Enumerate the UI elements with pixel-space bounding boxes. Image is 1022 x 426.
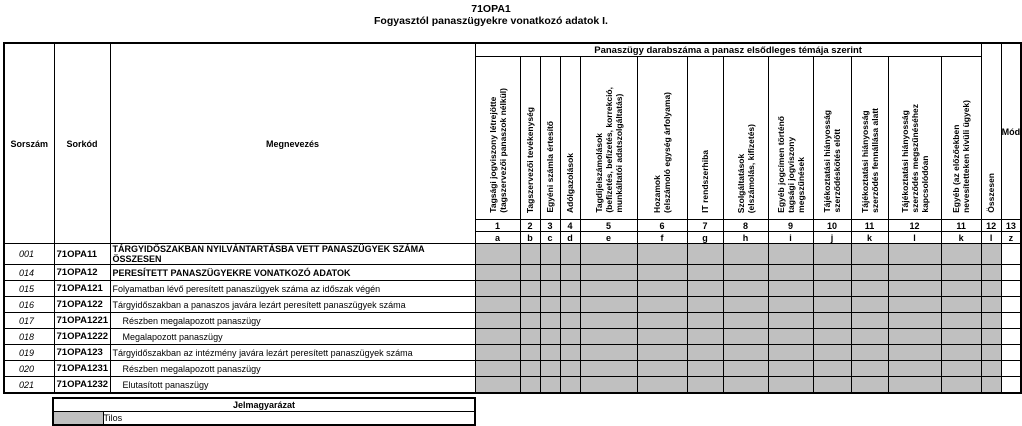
- row-megnevezes: Részben megalapozott panaszügy: [110, 361, 475, 377]
- cell-tilos: [981, 313, 1001, 329]
- header-column: [723, 57, 768, 220]
- cell-tilos: [637, 329, 687, 345]
- cell-tilos: [520, 313, 540, 329]
- cell-tilos: [813, 313, 851, 329]
- cell-tilos: [888, 297, 941, 313]
- data-table: [3, 42, 1022, 394]
- cell-tilos: [560, 297, 580, 313]
- column-letter: c: [540, 232, 560, 244]
- header-column-label: Adólgazolások: [565, 153, 575, 213]
- table-row: [4, 345, 1021, 361]
- row-sorkod: 71OPA122: [54, 297, 110, 313]
- cell-tilos: [851, 361, 888, 377]
- cell-mod: [1001, 297, 1021, 313]
- cell-tilos: [637, 361, 687, 377]
- cell-tilos: [520, 281, 540, 297]
- column-letter: k: [851, 232, 888, 244]
- cell-tilos: [768, 377, 813, 394]
- cell-tilos: [540, 244, 560, 265]
- cell-tilos: [475, 281, 520, 297]
- header-column-label: Tagdíjelszámolások (befizetés, befizetés, korrekció, munkáltatói adatszolgáltatás): [593, 87, 624, 213]
- column-number: 4: [560, 220, 580, 232]
- cell-tilos: [851, 297, 888, 313]
- cell-tilos: [941, 297, 981, 313]
- row-megnevezes: TÁRGYIDŐSZAKBAN NYILVÁNTARTÁSBA VETT PANASZÜGYEK SZÁMA ÖSSZESEN: [110, 244, 475, 265]
- cell-tilos: [888, 265, 941, 281]
- cell-tilos: [687, 281, 723, 297]
- cell-tilos: [813, 377, 851, 394]
- cell-tilos: [637, 313, 687, 329]
- cell-tilos: [723, 329, 768, 345]
- cell-tilos: [981, 265, 1001, 281]
- cell-tilos: [981, 361, 1001, 377]
- cell-tilos: [637, 377, 687, 394]
- table-row: [4, 329, 1021, 345]
- cell-tilos: [723, 361, 768, 377]
- cell-tilos: [580, 297, 637, 313]
- header-column: [941, 57, 981, 220]
- report-code: 71OPA1: [471, 3, 511, 15]
- cell-tilos: [687, 377, 723, 394]
- cell-tilos: [560, 345, 580, 361]
- column-letter: i: [768, 232, 813, 244]
- row-sorkod: 71OPA121: [54, 281, 110, 297]
- row-sorkod: 71OPA123: [54, 345, 110, 361]
- column-letter: l: [888, 232, 941, 244]
- cell-tilos: [888, 281, 941, 297]
- row-sorszam: 015: [4, 281, 54, 297]
- cell-tilos: [981, 297, 1001, 313]
- cell-tilos: [475, 345, 520, 361]
- cell-tilos: [687, 265, 723, 281]
- cell-tilos: [580, 361, 637, 377]
- cell-tilos: [687, 313, 723, 329]
- row-megnevezes: Elutasított panaszügy: [110, 377, 475, 394]
- row-sorkod: 71OPA1222: [54, 329, 110, 345]
- row-sorkod: 71OPA1231: [54, 361, 110, 377]
- row-megnevezes: Tárgyidőszakban az intézmény javára lezárt peresített panaszügyek száma: [110, 345, 475, 361]
- cell-tilos: [540, 313, 560, 329]
- cell-tilos: [560, 313, 580, 329]
- legend-table: [52, 397, 476, 426]
- header-sorkod: Sorkód: [54, 43, 110, 244]
- cell-tilos: [941, 345, 981, 361]
- cell-tilos: [888, 244, 941, 265]
- column-number: 11: [941, 220, 981, 232]
- cell-tilos: [540, 345, 560, 361]
- cell-mod: [1001, 265, 1021, 281]
- cell-tilos: [851, 377, 888, 394]
- table-row: [4, 265, 1021, 281]
- header-column-label: Szolgáltatások (elszámolás, kifizetés): [735, 123, 756, 213]
- header-column-label: Tájékoztatási hiányosság szerződés megszűnéséhez kapcsolódóan: [899, 104, 930, 213]
- column-number: 5: [580, 220, 637, 232]
- cell-tilos: [637, 297, 687, 313]
- cell-tilos: [851, 244, 888, 265]
- header-column-label: Egyéni számla értesítő: [545, 121, 555, 213]
- column-letter: d: [560, 232, 580, 244]
- cell-tilos: [941, 244, 981, 265]
- cell-tilos: [813, 281, 851, 297]
- cell-tilos: [981, 329, 1001, 345]
- header-column: [687, 57, 723, 220]
- header-osszesen-label: Összesen: [986, 173, 997, 213]
- cell-tilos: [768, 361, 813, 377]
- header-column-label: IT rendszerhiba: [700, 150, 710, 213]
- cell-tilos: [520, 377, 540, 394]
- row-sorkod: 71OPA12: [54, 265, 110, 281]
- cell-tilos: [813, 244, 851, 265]
- cell-tilos: [723, 377, 768, 394]
- cell-tilos: [723, 281, 768, 297]
- column-number: 11: [851, 220, 888, 232]
- cell-tilos: [723, 297, 768, 313]
- column-number: 12: [888, 220, 941, 232]
- cell-tilos: [941, 329, 981, 345]
- cell-tilos: [540, 265, 560, 281]
- cell-tilos: [981, 377, 1001, 394]
- cell-tilos: [851, 281, 888, 297]
- cell-tilos: [888, 329, 941, 345]
- cell-tilos: [851, 313, 888, 329]
- report-title: Fogyasztól panaszügyekre vonatkozó adatok I.: [374, 15, 608, 27]
- column-letter: j: [813, 232, 851, 244]
- table-row: [4, 281, 1021, 297]
- header-column-label: Hozamok (elszámoló egység árfolyama): [652, 92, 672, 213]
- cell-tilos: [475, 297, 520, 313]
- column-number: 9: [768, 220, 813, 232]
- cell-tilos: [637, 265, 687, 281]
- header-column: [768, 57, 813, 220]
- cell-tilos: [540, 297, 560, 313]
- cell-tilos: [813, 345, 851, 361]
- cell-tilos: [520, 297, 540, 313]
- column-letter: g: [687, 232, 723, 244]
- header-column-label: Tájékoztatási hiányosság szerződés fennállása alatt: [859, 108, 880, 213]
- cell-tilos: [540, 329, 560, 345]
- column-letter: l: [981, 232, 1001, 244]
- cell-tilos: [520, 265, 540, 281]
- header-column: [637, 57, 687, 220]
- cell-tilos: [813, 361, 851, 377]
- column-letter: h: [723, 232, 768, 244]
- cell-tilos: [687, 329, 723, 345]
- cell-tilos: [520, 345, 540, 361]
- table-row: [4, 244, 1021, 265]
- table-row: [4, 361, 1021, 377]
- cell-tilos: [981, 244, 1001, 265]
- row-megnevezes: Részben megalapozott panaszügy: [110, 313, 475, 329]
- cell-tilos: [768, 313, 813, 329]
- header-column: [520, 57, 540, 220]
- row-sorszam: 019: [4, 345, 54, 361]
- cell-tilos: [560, 329, 580, 345]
- row-sorszam: 016: [4, 297, 54, 313]
- cell-tilos: [637, 281, 687, 297]
- column-number: 12: [981, 220, 1001, 232]
- cell-tilos: [941, 377, 981, 394]
- column-letter: e: [580, 232, 637, 244]
- header-column-label: Egyéb (az előzőekben nevesítetteken kívüli ügyek): [951, 100, 972, 213]
- cell-tilos: [475, 313, 520, 329]
- row-sorszam: 018: [4, 329, 54, 345]
- row-sorkod: 71OPA1221: [54, 313, 110, 329]
- header-mod: Mód: [1001, 43, 1021, 220]
- cell-tilos: [580, 313, 637, 329]
- cell-tilos: [580, 377, 637, 394]
- cell-tilos: [941, 281, 981, 297]
- cell-tilos: [580, 265, 637, 281]
- cell-mod: [1001, 313, 1021, 329]
- table-row: [4, 377, 1021, 394]
- cell-tilos: [723, 345, 768, 361]
- cell-tilos: [687, 244, 723, 265]
- cell-tilos: [520, 361, 540, 377]
- cell-tilos: [520, 329, 540, 345]
- column-letter: k: [941, 232, 981, 244]
- cell-tilos: [475, 244, 520, 265]
- cell-tilos: [941, 313, 981, 329]
- row-sorszam: 020: [4, 361, 54, 377]
- header-column: [851, 57, 888, 220]
- header-column-label: Tagsági jogviszony létrejötte (tagszervezői panaszok nélkül): [487, 88, 508, 213]
- cell-tilos: [560, 244, 580, 265]
- cell-tilos: [888, 377, 941, 394]
- cell-tilos: [813, 297, 851, 313]
- cell-tilos: [520, 244, 540, 265]
- column-number: 3: [540, 220, 560, 232]
- cell-tilos: [687, 297, 723, 313]
- cell-tilos: [768, 345, 813, 361]
- cell-tilos: [540, 377, 560, 394]
- header-column: [813, 57, 851, 220]
- cell-tilos: [580, 281, 637, 297]
- cell-tilos: [580, 244, 637, 265]
- cell-mod: [1001, 329, 1021, 345]
- cell-tilos: [475, 361, 520, 377]
- cell-tilos: [851, 329, 888, 345]
- header-megnevezes: Megnevezés: [110, 43, 475, 244]
- cell-tilos: [981, 345, 1001, 361]
- cell-tilos: [851, 265, 888, 281]
- column-number: 13: [1001, 220, 1021, 232]
- cell-mod: [1001, 244, 1021, 265]
- cell-tilos: [723, 313, 768, 329]
- row-sorszam: 021: [4, 377, 54, 394]
- cell-tilos: [723, 244, 768, 265]
- cell-tilos: [723, 265, 768, 281]
- header-osszesen: [981, 43, 1001, 220]
- cell-tilos: [560, 281, 580, 297]
- header-column-label: Tagszervezői tevékenység: [525, 106, 535, 213]
- cell-tilos: [637, 345, 687, 361]
- column-number: 2: [520, 220, 540, 232]
- cell-tilos: [540, 361, 560, 377]
- cell-tilos: [540, 281, 560, 297]
- cell-tilos: [687, 361, 723, 377]
- header-column-label: Tájékoztatási hiányosság szerződéskötés előtt: [822, 110, 842, 213]
- cell-tilos: [768, 244, 813, 265]
- column-letter: z: [1001, 232, 1021, 244]
- cell-tilos: [475, 329, 520, 345]
- legend-swatch-tilos: [53, 412, 103, 426]
- row-sorszam: 001: [4, 244, 54, 265]
- cell-tilos: [888, 345, 941, 361]
- cell-tilos: [560, 361, 580, 377]
- cell-tilos: [475, 265, 520, 281]
- cell-tilos: [768, 329, 813, 345]
- cell-mod: [1001, 281, 1021, 297]
- column-number: 10: [813, 220, 851, 232]
- cell-tilos: [888, 313, 941, 329]
- cell-tilos: [768, 281, 813, 297]
- header-column: [475, 57, 520, 220]
- column-number: 8: [723, 220, 768, 232]
- column-number: 1: [475, 220, 520, 232]
- header-column: [580, 57, 637, 220]
- cell-tilos: [580, 329, 637, 345]
- cell-tilos: [768, 297, 813, 313]
- header-sorszam: Sorszám: [4, 43, 54, 244]
- cell-tilos: [768, 265, 813, 281]
- legend-item-tilos: Tilos: [103, 412, 475, 426]
- cell-tilos: [560, 265, 580, 281]
- cell-tilos: [560, 377, 580, 394]
- column-letter: a: [475, 232, 520, 244]
- row-sorszam: 017: [4, 313, 54, 329]
- cell-tilos: [888, 361, 941, 377]
- cell-tilos: [941, 265, 981, 281]
- row-sorkod: 71OPA1232: [54, 377, 110, 394]
- cell-tilos: [941, 361, 981, 377]
- column-number: 6: [637, 220, 687, 232]
- cell-mod: [1001, 345, 1021, 361]
- cell-tilos: [580, 345, 637, 361]
- column-letter: b: [520, 232, 540, 244]
- column-number: 7: [687, 220, 723, 232]
- cell-tilos: [813, 329, 851, 345]
- header-column: [540, 57, 560, 220]
- cell-tilos: [851, 345, 888, 361]
- cell-tilos: [637, 244, 687, 265]
- row-megnevezes: Megalapozott panaszügy: [110, 329, 475, 345]
- cell-mod: [1001, 377, 1021, 394]
- table-row: [4, 297, 1021, 313]
- header-column-label: Egyéb jogcímen történő tagsági jogviszony megszűnések: [775, 116, 806, 213]
- header-group: Panaszügy darabszáma a panasz elsődleges témája szerint: [475, 43, 981, 57]
- cell-mod: [1001, 361, 1021, 377]
- cell-tilos: [813, 265, 851, 281]
- header-column: [888, 57, 941, 220]
- row-sorszam: 014: [4, 265, 54, 281]
- cell-tilos: [475, 377, 520, 394]
- cell-tilos: [687, 345, 723, 361]
- table-row: [4, 313, 1021, 329]
- header-column: [560, 57, 580, 220]
- legend-title: Jelmagyarázat: [53, 398, 475, 412]
- row-sorkod: 71OPA11: [54, 244, 110, 265]
- column-letter: f: [637, 232, 687, 244]
- row-megnevezes: PERESÍTETT PANASZÜGYEKRE VONATKOZÓ ADATOK: [110, 265, 475, 281]
- row-megnevezes: Folyamatban lévő peresített panaszügyek száma az időszak végén: [110, 281, 475, 297]
- row-megnevezes: Tárgyidőszakban a panaszos javára lezárt peresített panaszügyek száma: [110, 297, 475, 313]
- cell-tilos: [981, 281, 1001, 297]
